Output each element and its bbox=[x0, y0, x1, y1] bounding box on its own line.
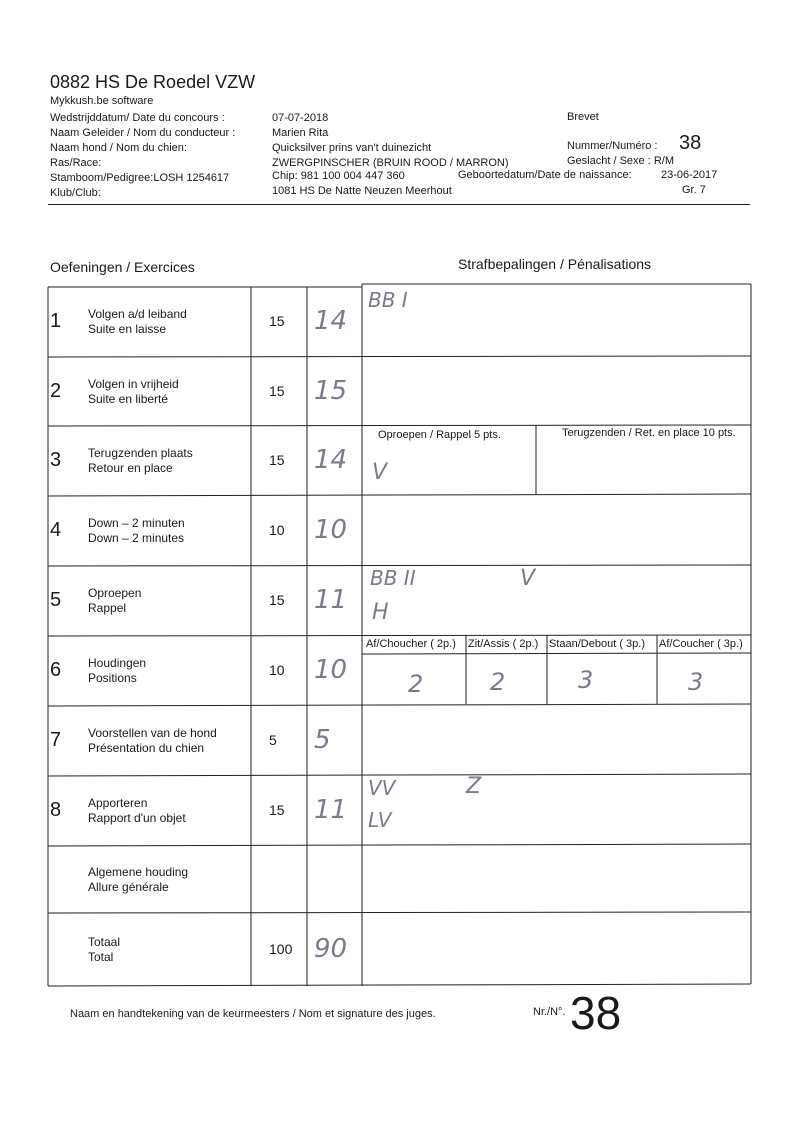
recall-points-label: Oproepen / Rappel 5 pts. bbox=[378, 429, 501, 441]
signature-label: Naam en handtekening van de keurmeesters / Nom et signature des juges. bbox=[70, 1008, 436, 1020]
exercise-name-nl: Voorstellen van de hond bbox=[88, 726, 217, 740]
exercise-name-nl: Totaal bbox=[88, 934, 121, 949]
exercise-name-fr: Suite en laisse bbox=[88, 322, 167, 336]
exercise-score: 14 bbox=[314, 306, 348, 336]
chip-number: Chip: 981 100 004 447 360 bbox=[272, 170, 405, 182]
exercise-max-points: 15 bbox=[269, 802, 285, 818]
footer-nr-label: Nr./N°. bbox=[533, 1006, 566, 1018]
exercise-max-points: 100 bbox=[269, 940, 293, 957]
group: Gr. 7 bbox=[682, 184, 706, 196]
exercise-name-nl: Houdingen bbox=[88, 656, 147, 670]
exercise-name-nl: Terugzenden plaats bbox=[88, 446, 193, 460]
exercise-name-fr: Rappel bbox=[88, 601, 127, 615]
exercise-max-points: 5 bbox=[269, 732, 277, 748]
handler-label: Naam Geleider / Nom du conducteur : bbox=[50, 127, 236, 139]
member-club: 1081 HS De Natte Neuzen Meerhout bbox=[272, 185, 452, 197]
exercise-score: 10 bbox=[314, 655, 348, 685]
exercise-score: 11 bbox=[314, 795, 348, 825]
exercise-name-nl: Volgen a/d leiband bbox=[88, 307, 187, 321]
note-ex8-c: LV bbox=[368, 808, 392, 832]
exercise-name-fr: Suite en liberté bbox=[88, 391, 169, 406]
exercise-max-points: 15 bbox=[269, 313, 285, 329]
exercise-number: 4 bbox=[50, 519, 62, 541]
note-ex6-down: 2 bbox=[408, 670, 424, 698]
exercise-name-fr: Retour en place bbox=[88, 461, 173, 475]
dog-label: Naam hond / Nom du chien: bbox=[50, 142, 187, 154]
exercise-number: 3 bbox=[50, 449, 62, 471]
pedigree-label: Stamboom/Pedigree:LOSH 1254617 bbox=[50, 172, 230, 184]
exercise-number: 5 bbox=[50, 589, 62, 611]
note-ex3: V bbox=[372, 460, 388, 485]
note-ex5-c: H bbox=[372, 600, 389, 625]
position-sit-label: Zit/Assis ( 2p.) bbox=[468, 638, 539, 650]
exercise-number: 7 bbox=[50, 729, 62, 751]
exercise-score: 90 bbox=[314, 933, 348, 964]
position-stand-label: Staan/Debout ( 3p.) bbox=[549, 638, 646, 650]
note-ex1: BB I bbox=[368, 288, 408, 312]
exercise-score: 14 bbox=[314, 445, 348, 475]
note-ex8-b: Z bbox=[466, 774, 482, 799]
exercise-number: 1 bbox=[50, 310, 62, 332]
exercise-name-fr: Présentation du chien bbox=[88, 741, 205, 755]
exercise-name-nl: Oproepen bbox=[88, 586, 142, 600]
number-value: 38 bbox=[679, 132, 702, 154]
footer-nr-value: 38 bbox=[570, 987, 622, 1039]
sex: Geslacht / Sexe : R/M bbox=[567, 155, 674, 167]
exercise-name-fr: Positions bbox=[88, 671, 137, 685]
exercise-name-fr: Rapport d'un objet bbox=[88, 811, 186, 825]
birth-date: 23-06-2017 bbox=[661, 169, 718, 181]
date-label: Wedstrijddatum/ Date du concours : bbox=[50, 112, 225, 124]
exercise-max-points: 15 bbox=[269, 452, 285, 468]
handler-name: Marien Rita bbox=[272, 127, 329, 139]
note-ex5-b: V bbox=[520, 566, 536, 591]
send-away-points-label: Terugzenden / Ret. en place 10 pts. bbox=[562, 427, 736, 439]
exercise-max-points: 15 bbox=[269, 382, 285, 399]
exercise-score: 10 bbox=[314, 515, 348, 545]
note-ex8-a: VV bbox=[368, 776, 396, 800]
exercise-number: 2 bbox=[50, 379, 62, 402]
position-down-label: Af/Choucher ( 2p.) bbox=[366, 638, 456, 650]
exercise-name-nl: Volgen in vrijheid bbox=[88, 376, 179, 391]
exercise-score: 15 bbox=[314, 375, 348, 406]
note-ex5-a: BB II bbox=[370, 566, 416, 590]
note-ex6-down2: 3 bbox=[688, 668, 704, 696]
number-label: Nummer/Numéro : bbox=[567, 140, 658, 152]
position-down2-label: Af/Coucher ( 3p.) bbox=[659, 638, 743, 650]
exercise-name-fr: Total bbox=[88, 949, 114, 964]
exercise-name-nl: Apporteren bbox=[88, 796, 148, 810]
club-title: 0882 HS De Roedel VZW bbox=[50, 72, 256, 92]
exercise-score: 11 bbox=[314, 585, 348, 615]
note-ex6-stand: 3 bbox=[578, 666, 594, 694]
exercise-number: 8 bbox=[50, 799, 62, 821]
software-label: Mykkush.be software bbox=[50, 95, 154, 107]
exercise-name-nl: Algemene houding bbox=[88, 864, 189, 879]
breed-label: Ras/Race: bbox=[50, 157, 102, 169]
exercise-name-fr: Allure générale bbox=[88, 879, 169, 894]
birth-label: Geboortedatum/Date de naissance: bbox=[458, 169, 632, 181]
exercise-max-points: 10 bbox=[269, 522, 285, 538]
exercise-score: 5 bbox=[314, 725, 331, 755]
level: Brevet bbox=[567, 111, 599, 123]
note-ex6-sit: 2 bbox=[490, 668, 506, 696]
breed: ZWERGPINSCHER (BRUIN ROOD / MARRON) bbox=[272, 157, 509, 169]
exercise-name-nl: Down – 2 minuten bbox=[88, 516, 185, 530]
exercise-max-points: 10 bbox=[269, 662, 285, 678]
club-label: Klub/Club: bbox=[50, 187, 101, 199]
dog-name: Quicksilver prins van't duinezicht bbox=[272, 142, 432, 154]
exercises-title: Oefeningen / Exercices bbox=[50, 259, 195, 275]
exercise-number: 6 bbox=[50, 659, 62, 681]
competition-date: 07-07-2018 bbox=[272, 112, 329, 124]
exercise-name-fr: Down – 2 minutes bbox=[88, 531, 185, 545]
penalties-title: Strafbepalingen / Pénalisations bbox=[458, 256, 652, 272]
exercise-max-points: 15 bbox=[269, 592, 285, 608]
